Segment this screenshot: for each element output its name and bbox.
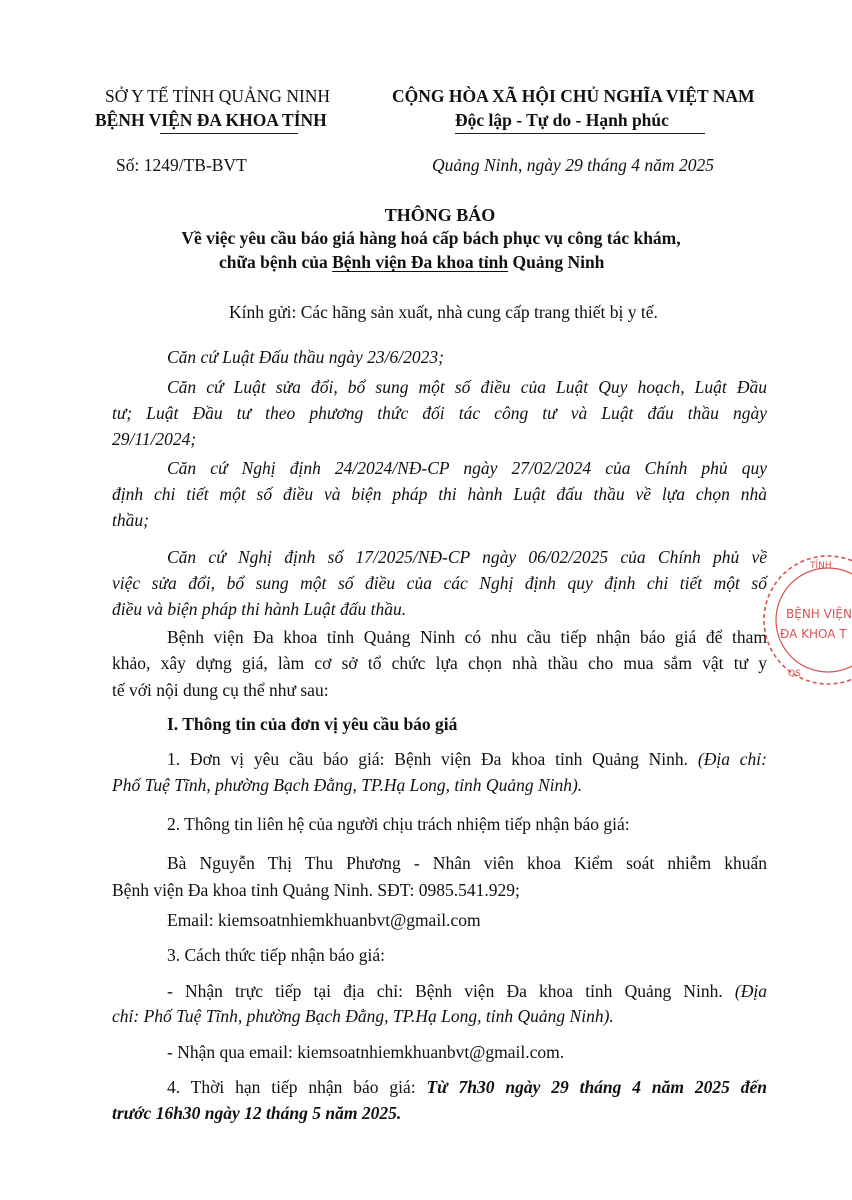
section-1-heading: I. Thông tin của đơn vị yêu cầu báo giá xyxy=(167,714,458,734)
direct-text: - Nhận trực tiếp tại địa chỉ: Bệnh viện Đa khoa tỉnh Quảng Ninh. xyxy=(167,981,735,1001)
item-1-line1 xyxy=(167,749,767,770)
issuer-underline xyxy=(160,133,298,134)
intro-line1: Bệnh viện Đa khoa tỉnh Quảng Ninh có nhu cầu tiếp nhận báo giá để tham xyxy=(167,627,767,647)
contact-line1: Bà Nguyễn Thị Thu Phương - Nhân viên khoa Kiểm soát nhiễm khuẩn xyxy=(167,853,767,873)
stamp-line2: ĐA KHOA T xyxy=(780,627,847,641)
national-title: CỘNG HÒA XÃ HỘI CHỦ NGHĨA VIỆT NAM xyxy=(392,86,755,106)
item-4-text: 4. Thời hạn tiếp nhận báo giá: xyxy=(167,1077,427,1097)
direct-address-label: (Địa xyxy=(734,981,767,1001)
subject-pre: chữa bệnh của xyxy=(219,252,333,272)
document-subject-line2 xyxy=(219,252,604,273)
issuer-hospital: BỆNH VIỆN ĐA KHOA TỈNH xyxy=(95,110,327,130)
document-number: Số: 1249/TB-BVT xyxy=(116,155,247,175)
intro-line2: khảo, xây dựng giá, làm cơ sở tổ chức lựa chọn nhà thầu cho mua sắm vật tư y xyxy=(112,653,767,673)
item-1-address-label: (Địa chỉ: xyxy=(697,749,767,769)
recipient-line: Kính gửi: Các hãng sản xuất, nhà cung cấp trang thiết bị y tế. xyxy=(229,302,658,322)
basis-4-line1: Căn cứ Nghị định số 17/2025/NĐ-CP ngày 06/02/2025 của Chính phủ về xyxy=(167,547,767,567)
basis-4-line3: điều và biện pháp thi hành Luật đấu thầu. xyxy=(112,599,407,619)
basis-3-line1: Căn cứ Nghị định 24/2024/NĐ-CP ngày 27/02/2024 của Chính phủ quy xyxy=(167,458,767,478)
basis-3-line3: thầu; xyxy=(112,510,149,530)
document-title: THÔNG BÁO xyxy=(384,205,496,225)
item-4-line2: trước 16h30 ngày 12 tháng 5 năm 2025. xyxy=(112,1103,402,1123)
basis-2-line2: tư; Luật Đầu tư theo phương thức đối tác công tư và Luật đấu thầu ngày xyxy=(112,403,767,423)
basis-2-line3: 29/11/2024; xyxy=(112,429,197,449)
stamp-bottom-text: QS xyxy=(788,669,801,679)
official-stamp xyxy=(748,548,852,698)
stamp-line1: BỆNH VIỆN xyxy=(786,607,852,621)
via-email: - Nhận qua email: kiemsoatnhiemkhuanbvt@gmail.com. xyxy=(167,1042,565,1062)
issuer-department: SỞ Y TẾ TỈNH QUẢNG NINH xyxy=(105,86,331,106)
item-4-line1 xyxy=(167,1077,767,1098)
contact-line2: Bệnh viện Đa khoa tỉnh Quảng Ninh. SĐT: 0985.541.929; xyxy=(112,880,520,900)
item-3: 3. Cách thức tiếp nhận báo giá: xyxy=(167,945,385,965)
subject-post: Quảng Ninh xyxy=(508,252,605,272)
basis-3-line2: định chi tiết một số điều và biện pháp thi hành Luật đấu thầu về lựa chọn nhà xyxy=(112,484,767,504)
subject-hospital: Bệnh viện Đa khoa tỉnh xyxy=(332,252,509,272)
item-1-text: 1. Đơn vị yêu cầu báo giá: Bệnh viện Đa khoa tỉnh Quảng Ninh. xyxy=(167,749,698,769)
basis-4-line2: việc sửa đổi, bổ sung một số điều của các Nghị định quy định chi tiết một số xyxy=(112,573,767,593)
direct-line1 xyxy=(167,981,767,1002)
place-date: Quảng Ninh, ngày 29 tháng 4 năm 2025 xyxy=(432,155,714,175)
item-2: 2. Thông tin liên hệ của người chịu trách nhiệm tiếp nhận báo giá: xyxy=(167,814,630,834)
basis-2-line1: Căn cứ Luật sửa đổi, bổ sung một số điều của Luật Quy hoạch, Luật Đầu xyxy=(167,377,767,397)
item-4-deadline-start: Từ 7h30 ngày 29 tháng 4 năm 2025 đến xyxy=(426,1077,767,1097)
basis-1: Căn cứ Luật Đấu thầu ngày 23/6/2023; xyxy=(167,347,444,367)
intro-line3: tế với nội dung cụ thể như sau: xyxy=(112,680,329,700)
motto-underline xyxy=(455,133,705,134)
document-subject-line1: Về việc yêu cầu báo giá hàng hoá cấp bách phục vụ công tác khám, xyxy=(181,228,681,248)
item-1-line2: Phố Tuệ Tĩnh, phường Bạch Đằng, TP.Hạ Long, tỉnh Quảng Ninh). xyxy=(112,775,583,795)
contact-email: Email: kiemsoatnhiemkhuanbvt@gmail.com xyxy=(167,910,481,930)
stamp-top-text: TỈNH xyxy=(810,561,832,571)
national-motto: Độc lập - Tự do - Hạnh phúc xyxy=(455,110,669,130)
direct-line2: chỉ: Phố Tuệ Tĩnh, phường Bạch Đằng, TP.Hạ Long, tỉnh Quảng Ninh). xyxy=(112,1006,614,1026)
